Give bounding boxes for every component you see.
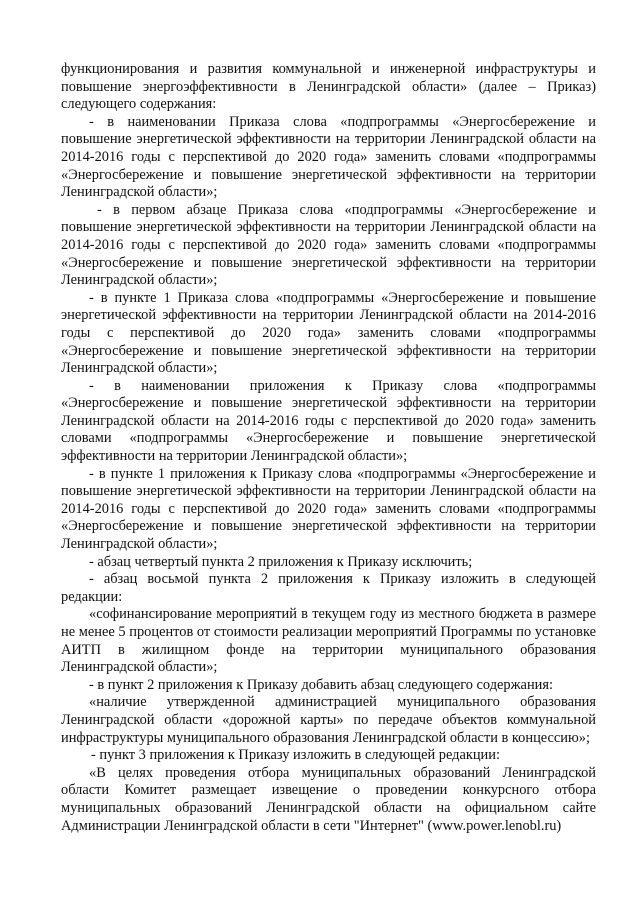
document-page — [61, 61, 596, 835]
paragraph-point-3-text: «В целях проведения отбора муниципальных образований Ленинградской области Комитет размещает извещение о проведении конкурсного отбора муниципальных образований Ленинградской области на официальном сайте Администрации Ленинградской области в сети "Интернет" (www.power.lenobl.ru) — [61, 764, 596, 834]
paragraph-add-abzac-intro: - в пункт 2 приложения к Приказу добавить абзац следующего содержания: — [89, 676, 553, 693]
paragraph-amend-appendix-point-1: - в пункте 1 приложения к Приказу слова «подпрограммы «Энергосбережение и повышение энергетической эффективности на территории Ленинградской области на 2014-2016 годы с перспективой до 2020 года» заменить словами «подпрограммы «Энергосбережение и повышение энергетической эффективности на территории Ленинградской области»; — [61, 465, 596, 553]
paragraph-add-abzac-text: «наличие утвержденной администрацией муниципального образования Ленинградской области «дорожной карты» по передаче объектов коммунальной инфраструктуры муниципального образования Ленинградской области в концессию»; — [61, 694, 596, 746]
paragraph-amend-first-abzac: - в первом абзаце Приказа слова «подпрограммы «Энергосбережение и повышение энергетической эффективности на территории Ленинградской области на 2014-2016 годы с перспективой до 2020 года» заменить словами «подпрограммы «Энергосбережение и повышение энергетической эффективности на территории Ленинградской области»; — [61, 201, 596, 289]
paragraph-amend-appendix-title: - в наименовании приложения к Приказу слова «подпрограммы «Энергосбережение и повышение энергетической эффективности на территории Ленинградской области на 2014-2016 годы с перспективой до 2020 года» заменить словами «подпрограммы «Энергосбережение и повышение энергетической эффективности на территории Ленинградской области»; — [61, 377, 596, 465]
paragraph-intro: функционирования и развития коммунальной и инженерной инфраструктуры и повышение энергоэффективности в Ленинградской области» (далее – Приказ) следующего содержания: — [61, 61, 596, 113]
paragraph-abzac-8-intro: - абзац восьмой пункта 2 приложения к Приказу изложить в следующей редакции: — [61, 571, 596, 605]
paragraph-amend-point-1: - в пункте 1 Приказа слова «подпрограммы «Энергосбережение и повышение энергетической эффективности на территории Ленинградской области на 2014-2016 годы с перспективой до 2020 года» заменить словами «подпрограммы «Энергосбережение и повышение энергетической эффективности на территории Ленинградской области»; — [61, 289, 596, 377]
paragraph-delete-abzac-4: - абзац четвертый пункта 2 приложения к Приказу исключить; — [89, 553, 473, 570]
paragraph-point-3-intro: - пункт 3 приложения к Приказу изложить в следующей редакции: — [91, 747, 500, 764]
paragraph-amend-title: - в наименовании Приказа слова «подпрограммы «Энергосбережение и повышение энергетической эффективности на территории Ленинградской области на 2014-2016 годы с перспективой до 2020 года» заменить словами «подпрограммы «Энергосбережение и повышение энергетической эффективности на территории Ленинградской области»; — [61, 113, 596, 201]
paragraph-abzac-8-text: «софинансирование мероприятий в текущем году из местного бюджета в размере не менее 5 процентов от стоимости реализации мероприятий Программы по установке АИТП в жилищном фонде на территории муниципального образования Ленинградской области»; — [61, 606, 596, 676]
